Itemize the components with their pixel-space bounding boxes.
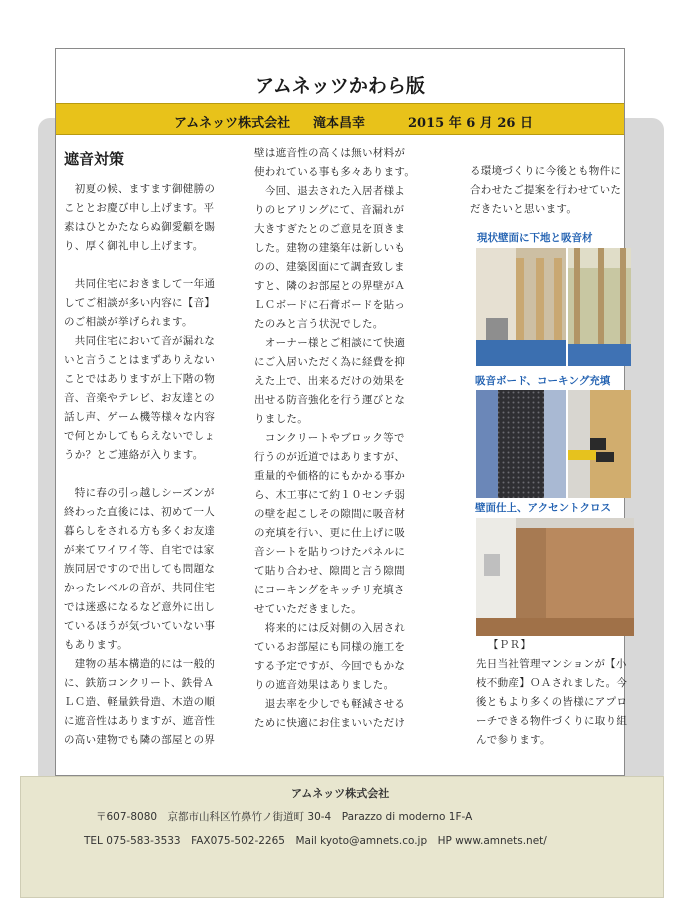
- column-1-line: で何とかしてもらえないでしょ: [64, 430, 216, 442]
- column-1-line: [64, 465, 215, 484]
- column-2-line: コンクリートやブロック等で: [254, 432, 405, 444]
- column-2-line: する予定ですが、今回でもかな: [254, 660, 406, 672]
- pr-line: 枝不動産】ＯＡされました。今: [476, 677, 628, 689]
- pr-line: 先日当社管理マンションが【小: [476, 658, 627, 670]
- column-1-line: してご相談が多い内容に【音】: [64, 297, 216, 309]
- footer-company: アムネッツ株式会社: [291, 787, 390, 800]
- photo-caption-2: 吸音ボード、コーキング充填: [475, 375, 611, 387]
- photo-caption-3: 壁面仕上、アクセントクロス: [475, 502, 611, 514]
- column-1-line: 建物の基本構造的には一般的: [64, 658, 216, 670]
- column-2-line: した。建物の建築年は新しいも: [254, 242, 406, 254]
- footer: [20, 776, 664, 898]
- footer-address: 〒607-8080 京都市山科区竹鼻竹ノ街道町 30-4 Parazzo di moderno 1F-A: [96, 811, 473, 823]
- column-1-line: ことではありますが上下階の物: [64, 373, 216, 385]
- photo-wall-framing-left: [476, 248, 566, 366]
- column-1-line: 共同住宅におきまして一年通: [64, 278, 216, 290]
- column-2-line: 行うのが近道ではありますが、: [254, 451, 406, 463]
- column-1-line: こととお慶び申し上げます。平: [64, 202, 215, 214]
- newsletter-title: アムネッツかわら版: [255, 75, 425, 97]
- header-company: アムネッツ株式会社: [174, 116, 291, 131]
- column-2-line: 将来的には反対側の入居され: [254, 622, 406, 634]
- header-author: 滝本昌幸: [313, 116, 366, 131]
- column-2-line: のの、建築図面にて調査致しま: [254, 261, 405, 273]
- column-2-line: て貼り合わせ、隙間と言う隙間: [254, 565, 405, 577]
- column-1-line: 共同住宅において音が漏れな: [64, 335, 216, 347]
- column-2-line: 音シートを貼りつけたパネルに: [254, 546, 406, 558]
- header-bar: [56, 103, 624, 135]
- column-1-line: 暮らしをされる方も多くお友達: [64, 525, 216, 537]
- column-1-line: ているほうが気づいていない事: [64, 620, 216, 632]
- column-2-line: の壁を起こしその隙間に吸音材: [254, 508, 406, 520]
- article-column-3: [470, 162, 621, 219]
- column-2-line: にご入居いただく為に経費を抑: [254, 356, 406, 368]
- photo-sound-insulation: [568, 248, 631, 366]
- pr-heading: 【ＰＲ】: [488, 639, 532, 651]
- column-1-line: に、鉄筋コンクリート、鉄骨Ａ: [64, 677, 215, 689]
- column-1-line: 特に春の引っ越しシーズンが: [64, 487, 215, 499]
- column-2-line: えた上で、出来るだけの効果を: [254, 375, 405, 387]
- column-2-line: 退去率を少しでも軽減させる: [254, 698, 406, 710]
- column-2-line: りのヒアリングにて、音漏れが: [254, 204, 405, 216]
- pr-section: [476, 636, 628, 750]
- column-2-line: 使われている事も多々あります。: [254, 166, 416, 178]
- column-1-line: いと言うことはまずありえない: [64, 354, 216, 366]
- photo-caption-1: 現状壁面に下地と吸音材: [477, 232, 593, 244]
- column-2-line: りの遮音効果はありました。: [254, 679, 395, 691]
- pr-line: ーチできる物件づくりに取り組: [476, 715, 628, 727]
- column-1-line: り、厚く御礼申し上げます。: [64, 240, 204, 252]
- column-1-line: [64, 256, 215, 275]
- pr-line: んで参ります。: [476, 734, 551, 746]
- article-column-1: [64, 180, 215, 750]
- column-1-line: が来てワイワイ等、自宅では家: [64, 544, 215, 556]
- column-1-line: 初夏の候、ますます御健勝の: [64, 183, 216, 195]
- column-1-line: では迷惑になるなど意外に出し: [64, 601, 216, 613]
- column-2-line: 大きすぎたとのご意見を頂きま: [254, 223, 406, 235]
- photo-sound-board: [476, 390, 566, 498]
- column-1-line: かったレベルの音が、共同住宅: [64, 582, 216, 594]
- column-2-line: 出せる防音強化を行う運びとな: [254, 394, 406, 406]
- column-2-line: すと、隣のお部屋との界壁がＡ: [254, 280, 406, 292]
- column-2-line: ら、木工事にて約１０センチ弱: [254, 489, 406, 501]
- column-1-line: の高い建物でも隣の部屋との界: [64, 734, 216, 746]
- column-1-line: 族同居ですので出しても問題な: [64, 563, 216, 575]
- column-2-line: ＬＣボードに石膏ボードを貼っ: [254, 299, 406, 311]
- header-date: 2015 年 6 月 26 日: [408, 116, 533, 131]
- column-2-line: にコーキングをキッチリ充填さ: [254, 584, 405, 596]
- column-1-line: 音、音楽やテレビ、お友達との: [64, 392, 215, 404]
- column-2-line: せていただきました。: [254, 603, 362, 615]
- pr-line: 後ともより多くの皆様にアプロ: [476, 696, 628, 708]
- column-2-line: オーナー様とご相談にて快適: [254, 337, 406, 349]
- column-3-line: 合わせたご提案を行わせていた: [470, 184, 622, 196]
- photo-wall-finish: [476, 518, 634, 636]
- column-2-line: 今回、退去された入居者様よ: [254, 185, 406, 197]
- column-2-line: の充填を行い、更に仕上げに吸: [254, 527, 406, 539]
- column-2-line: りました。: [254, 413, 308, 425]
- column-1-line: 素はひとかたならぬ御愛顧を賜: [64, 221, 216, 233]
- column-2-line: ているお部屋にも同様の施工を: [254, 641, 406, 653]
- column-2-line: 壁は遮音性の高くは無い材料が: [254, 147, 406, 159]
- column-1-line: のご相談が挙げられます。: [64, 316, 193, 328]
- column-3-line: る環境づくりに今後とも物件に: [470, 165, 622, 177]
- article-column-2: [254, 144, 415, 733]
- column-2-line: たのみと言う状況でした。: [254, 318, 384, 330]
- footer-contact: TEL 075-583-3533 FAX075-502-2265 Mail kyoto@amnets.co.jp HP www.amnets.net/: [84, 835, 547, 847]
- photo-caulking: [568, 390, 631, 498]
- column-2-line: 重量的や価格的にもかかる事か: [254, 470, 406, 482]
- column-1-line: 終わった直後には、初めて一人: [64, 506, 216, 518]
- column-1-line: うか？とご連絡が入ります。: [64, 449, 204, 461]
- column-1-line: もあります。: [64, 639, 128, 651]
- article-heading: 遮音対策: [64, 150, 125, 168]
- column-1-line: ＬＣ造、軽量鉄骨造、木造の順: [64, 696, 216, 708]
- column-1-line: 話し声、ゲーム機等様々な内容: [64, 411, 216, 423]
- column-1-line: に遮音性はありますが、遮音性: [64, 715, 216, 727]
- column-3-line: だきたいと思います。: [470, 203, 578, 215]
- column-2-line: ために快適にお住まいいただけ: [254, 717, 406, 729]
